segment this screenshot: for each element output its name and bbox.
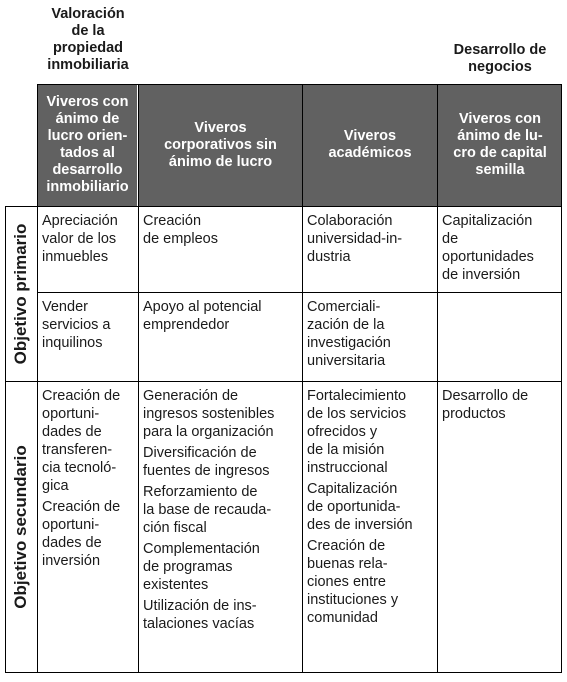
table-cell — [438, 383, 561, 672]
table-cell — [438, 294, 561, 381]
cell-text: Desarrollo de productos — [442, 388, 529, 422]
cell-text: Fortalecimiento de los servicios ofrecidos y de la misión instruccional — [307, 388, 407, 476]
cell-text: Creación de oportuni- dades de transferen- cia tecnoló- gica — [42, 388, 121, 494]
cell-text: Apoyo al potencial emprendedor — [143, 299, 262, 333]
cell-text: Colaboración universidad-in- dustria — [307, 213, 403, 265]
table-cell — [38, 294, 137, 381]
header-bottom-border — [5, 206, 562, 207]
cell-text: Complementación de programas existentes — [143, 541, 260, 593]
table-top-border — [38, 84, 562, 85]
cell-text: Vender servicios a inquilinos — [42, 299, 111, 351]
cell-text: Capitalización de oportunida- des de inversión — [307, 481, 413, 533]
cell-text: Capitalización de oportunidades de inversión — [442, 213, 534, 283]
table-cell — [139, 294, 302, 381]
table-cell — [38, 208, 137, 292]
cell-text: Comerciali- zación de la investigación universitaria — [307, 299, 391, 369]
table-cell — [139, 383, 302, 672]
top-label-property-valuation: Valoración de la propiedad inmobiliaria — [47, 6, 129, 73]
table-bottom-border — [5, 672, 562, 673]
column-header-label: Viveros académicos — [328, 128, 412, 161]
row-divider — [38, 292, 562, 293]
table-cell — [38, 383, 137, 672]
cell-text: Apreciación valor de los inmuebles — [42, 213, 118, 265]
table-cell — [438, 208, 561, 292]
column-header-profit-real-estate — [38, 84, 137, 206]
cell-text: Diversificación de fuentes de ingresos — [143, 445, 270, 479]
table-cell — [303, 383, 437, 672]
group-divider — [5, 381, 562, 382]
row-group-label-primary: Objetivo primario — [11, 223, 30, 365]
cell-text: Creación de buenas rela- ciones entre instituciones y comunidad — [307, 538, 399, 626]
cell-text: Reforzamiento de la base de recauda- ción fiscal — [143, 484, 272, 536]
column-header-label: Viveros con ánimo de lucro orien- tados al desarrollo inmobiliario — [46, 94, 129, 195]
column-header-seed-capital — [438, 84, 562, 206]
right-border — [561, 84, 562, 673]
cell-text: Creación de oportuni- dades de inversión — [42, 499, 121, 569]
cell-text: Generación de ingresos sostenibles para la organización — [143, 388, 275, 440]
table-cell — [139, 208, 302, 292]
top-label-business-development: Desarrollo de negocios — [453, 42, 547, 75]
cell-text: Utilización de ins- talaciones vacías — [143, 598, 257, 632]
column-header-label: Viveros corporativos sin ánimo de lucro — [164, 119, 277, 170]
column-header-academic — [303, 84, 437, 206]
table-cell — [303, 208, 437, 292]
left-border — [5, 206, 6, 673]
column-header-label: Viveros con ánimo de lu- cro de capital semilla — [453, 111, 547, 178]
cell-text: Creación de empleos — [143, 213, 218, 247]
table-cell — [303, 294, 437, 381]
column-header-corporate-nonprofit — [139, 84, 302, 206]
row-group-label-secondary: Objetivo secundario — [11, 445, 30, 609]
